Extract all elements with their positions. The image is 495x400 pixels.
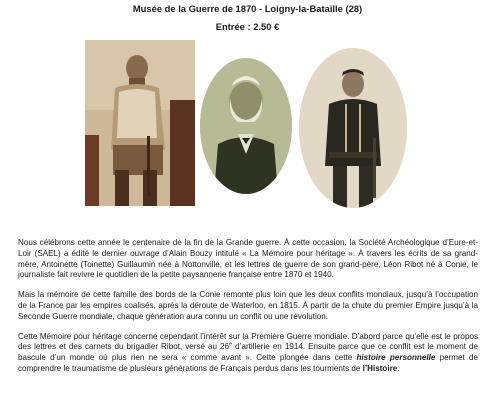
paragraph-first-world-war: Cette Mémoire pour héritage concerne cependant l’intérêt sur la Première Guerre mondiale. D’abord parce qu’elle est le propos des lettres et des carnets du brigadier Ribot, versé au 26e d’artillerie en 1914. Ensuite parce que ce conflit est le moment de bascule d’un monde où plus rien ne sera « comme avant ». Cette plongée dans cette histoire personnelle permet de comprendre le traumatisme de plusieurs générations de Français perdus dans les tourments de l’Histoire.	[18, 331, 479, 373]
photo-soldier-portrait	[299, 48, 407, 208]
emphasis-histoire: l’Histoire	[362, 363, 398, 373]
article-body	[18, 238, 478, 384]
paragraph-family-memory: Mais la mémoire de cette famille des bords de la Conie remonte plus loin que les deux conflits mondiaux, jusqu’à l’occupation de la France par les empires coalisés, après la déroute de Waterloo, en 1815. À partir de la chute du premier Empire jusqu’à la Seconde Guerre mondiale, chaque génération aura connu un conflit ou une révolution.	[18, 290, 478, 321]
paragraph-centenary: Nous célébrons cette année le centenaire de la fin de la Grande guerre. À cette occasion, la Société Archéologique d’Eure-et-Loir (SAEL) a édité le dernier ouvrage d’Alain Bouzy intitulé « La Mémoire pour héritage ». À travers les écrits de sa grand-mère, Antoinette (Toinette) Guillaumin née à Nottonville, et les lettres de guerre de son grand-père, Léon Ribot né à Conie, le journaliste fait revivre le quotidien de la petite paysannerie française entre 1870 et 1940.	[18, 238, 478, 280]
emphasis-histoire-personnelle: histoire personnelle	[356, 353, 436, 363]
entry-price: Entrée : 2.50 €	[215, 21, 280, 32]
photo-elderly-man-portrait	[200, 58, 292, 194]
photo-cuirassier-portrait	[85, 40, 195, 206]
museum-title: Musée de la Guerre de 1870 - Loigny-la-Bataille (28)	[132, 3, 363, 14]
